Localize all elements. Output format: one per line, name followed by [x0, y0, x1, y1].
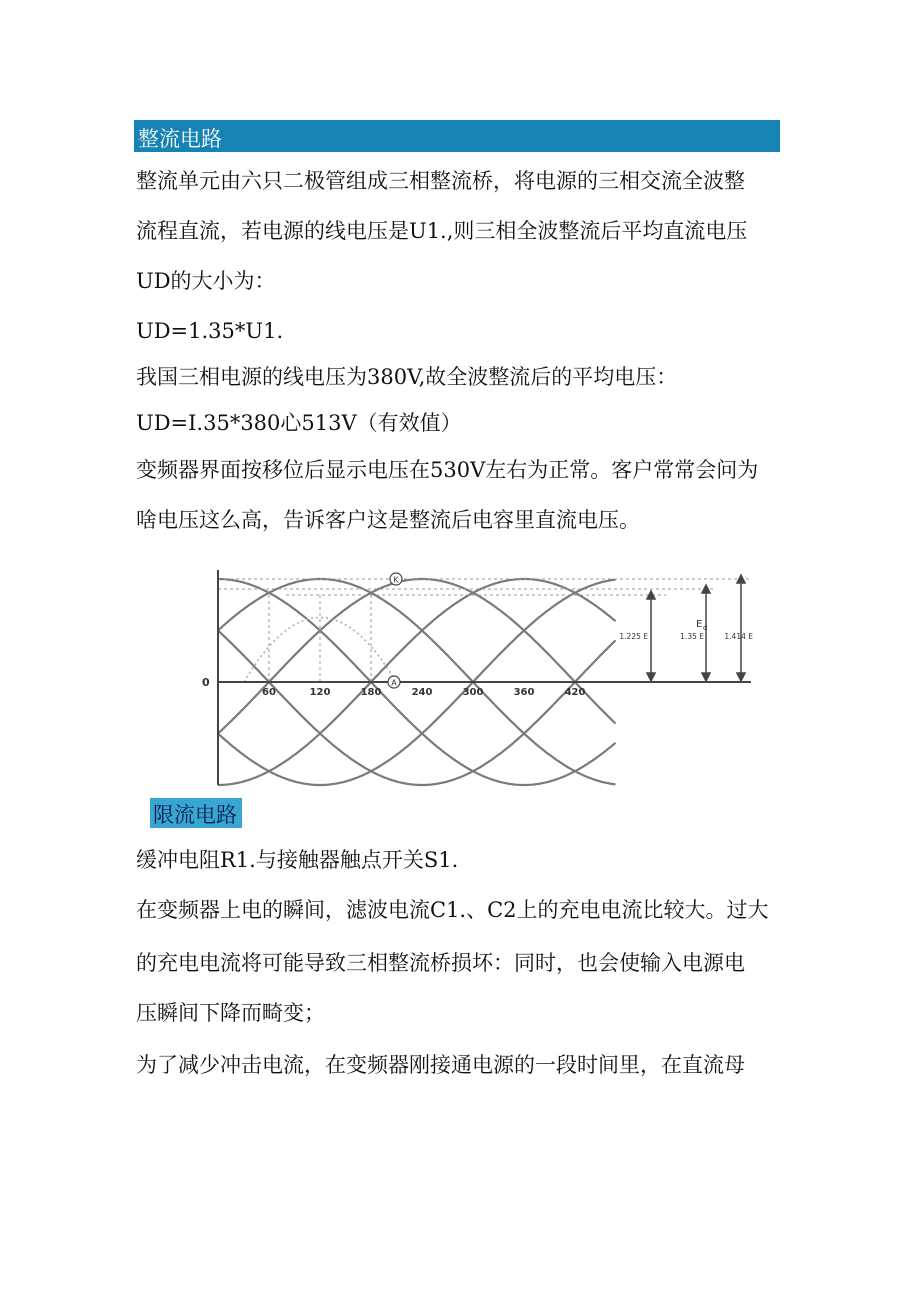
paragraph-line: UD的大小为： — [136, 269, 276, 293]
x-tick-label: 360 — [513, 687, 535, 698]
x-tick-labels — [262, 687, 585, 698]
section-title: 限流电路 — [153, 803, 237, 827]
formula-line: UD=1.35*U1. — [136, 319, 284, 343]
x-tick-label: 120 — [309, 687, 331, 698]
x-tick-label: 60 — [262, 687, 276, 698]
paragraph-line: 为了减少冲击电流，在变频器刚接通电源的一段时间里，在直流母 — [136, 1053, 745, 1077]
zero-label: 0 — [202, 676, 210, 689]
ed-label: E — [696, 619, 703, 630]
x-tick-label: 180 — [360, 687, 382, 698]
sine-curve — [218, 579, 616, 734]
paragraph-line: 我国三相电源的线电压为380V,故全波整流后的平均电压： — [136, 365, 678, 389]
x-tick-label: 300 — [462, 687, 484, 698]
level-label-1414: 1.414 E — [724, 632, 753, 641]
formula-line: UD=I.35*380心513V（有效值） — [136, 411, 462, 435]
paragraph-line: 变频器界面按移位后显示电压在530V左右为正常。客户常常会问为 — [136, 458, 759, 482]
paragraph-line: 啥电压这么高，告诉客户这是整流后电容里直流电压。 — [136, 508, 640, 532]
level-label-1225: 1.225 E — [619, 632, 648, 641]
x-tick-label: 240 — [411, 687, 433, 698]
section-heading-rectifier — [134, 120, 780, 152]
paragraph-line: 在变频器上电的瞬间，滤波电流C1.、C2上的充电电流比较大。过大 — [136, 898, 769, 922]
ed-subscript: d — [703, 624, 708, 632]
section-heading-current-limit — [150, 798, 242, 828]
paragraph-line: 整流单元由六只二极管组成三相整流桥，将电源的三相交流全波整 — [136, 169, 745, 193]
marker-a-label: A — [391, 678, 397, 688]
paragraph-line: 流程直流，若电源的线电压是U1.,则三相全波整流后平均直流电压 — [136, 219, 748, 243]
x-tick-label: 420 — [564, 687, 586, 698]
paragraph-line: 缓冲电阻R1.与接触器触点开关S1. — [136, 848, 459, 872]
section-title: 整流电路 — [138, 127, 222, 151]
level-label-135: 1.35 E — [680, 632, 704, 641]
dashed-guides — [218, 579, 751, 682]
three-phase-waveform-figure — [196, 565, 756, 790]
sine-curve — [218, 631, 616, 786]
paragraph-line: 压瞬间下降而畸变； — [136, 1001, 325, 1025]
paragraph-line: 的充电电流将可能导致三相整流桥损坏：同时，也会使输入电源电 — [136, 951, 745, 975]
marker-k-label: K — [393, 575, 399, 585]
